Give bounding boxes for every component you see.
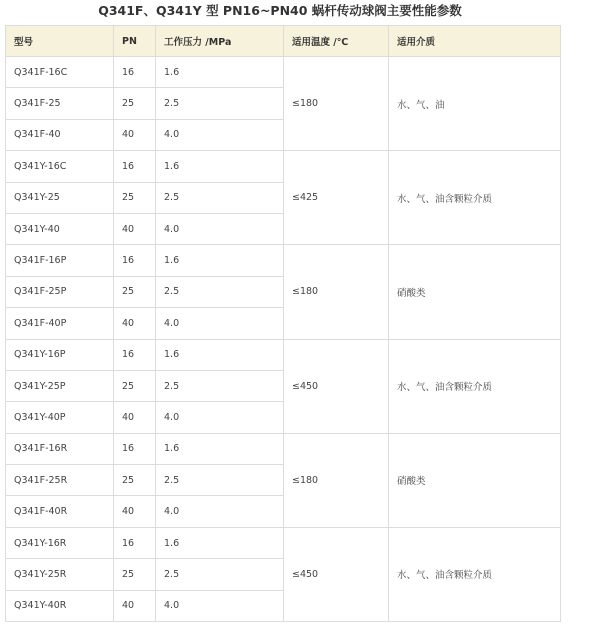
model-cell: Q341Y-25P [6,370,114,401]
pn-cell: 16 [114,339,156,370]
pressure-cell: 2.5 [156,370,284,401]
header-medium: 适用介质 [389,26,561,57]
header-pressure: 工作压力 /MPa [156,26,284,57]
pressure-cell: 1.6 [156,245,284,276]
pn-cell: 25 [114,276,156,307]
medium-cell: 水、气、油 [389,57,561,151]
model-cell: Q341F-40 [6,119,114,150]
medium-cell: 水、气、油含颗粒介质 [389,339,561,433]
pn-cell: 25 [114,88,156,119]
table-title: Q341F、Q341Y 型 PN16~PN40 蜗杆传动球阀主要性能参数 [98,3,462,18]
pn-cell: 40 [114,119,156,150]
table-row [6,433,561,464]
model-cell: Q341Y-40P [6,402,114,433]
temperature-cell: ≤450 [284,527,389,621]
pressure-cell: 2.5 [156,182,284,213]
pressure-cell: 1.6 [156,527,284,558]
pn-cell: 16 [114,433,156,464]
spec-table [5,25,561,622]
table-row [6,245,561,276]
temperature-cell: ≤180 [284,57,389,151]
pn-cell: 16 [114,151,156,182]
model-cell: Q341Y-25R [6,559,114,590]
model-cell: Q341F-40R [6,496,114,527]
table-body [6,57,561,622]
pressure-cell: 2.5 [156,276,284,307]
pn-cell: 25 [114,370,156,401]
model-cell: Q341F-40P [6,308,114,339]
pn-cell: 40 [114,213,156,244]
model-cell: Q341Y-16P [6,339,114,370]
medium-cell: 硝酸类 [389,245,561,339]
model-cell: Q341Y-40 [6,213,114,244]
model-cell: Q341Y-16C [6,151,114,182]
pn-cell: 25 [114,559,156,590]
medium-cell: 水、气、油含颗粒介质 [389,151,561,245]
model-cell: Q341F-16C [6,57,114,88]
pressure-cell: 2.5 [156,88,284,119]
temperature-cell: ≤180 [284,433,389,527]
temperature-cell: ≤180 [284,245,389,339]
pressure-cell: 4.0 [156,213,284,244]
pn-cell: 40 [114,496,156,527]
model-cell: Q341F-25 [6,88,114,119]
pn-cell: 25 [114,182,156,213]
pressure-cell: 2.5 [156,559,284,590]
table-row [6,527,561,558]
temperature-cell: ≤425 [284,151,389,245]
model-cell: Q341F-25P [6,276,114,307]
medium-cell: 硝酸类 [389,433,561,527]
pressure-cell: 1.6 [156,151,284,182]
pressure-cell: 2.5 [156,465,284,496]
pressure-cell: 4.0 [156,496,284,527]
header-row [6,26,561,57]
pressure-cell: 4.0 [156,590,284,621]
pressure-cell: 4.0 [156,119,284,150]
table-row [6,57,561,88]
pressure-cell: 1.6 [156,433,284,464]
model-cell: Q341Y-40R [6,590,114,621]
pn-cell: 25 [114,465,156,496]
temperature-cell: ≤450 [284,339,389,433]
medium-cell: 水、气、油含颗粒介质 [389,527,561,621]
pn-cell: 16 [114,57,156,88]
header-model: 型号 [6,26,114,57]
pn-cell: 40 [114,590,156,621]
pn-cell: 40 [114,308,156,339]
pressure-cell: 1.6 [156,339,284,370]
pn-cell: 16 [114,245,156,276]
table-row [6,339,561,370]
header-pn: PN [114,26,156,57]
model-cell: Q341Y-25 [6,182,114,213]
pn-cell: 40 [114,402,156,433]
model-cell: Q341F-25R [6,465,114,496]
pressure-cell: 4.0 [156,402,284,433]
header-temperature: 适用温度 /℃ [284,26,389,57]
model-cell: Q341F-16P [6,245,114,276]
table-row [6,151,561,182]
model-cell: Q341Y-16R [6,527,114,558]
pn-cell: 16 [114,527,156,558]
pressure-cell: 4.0 [156,308,284,339]
pressure-cell: 1.6 [156,57,284,88]
model-cell: Q341F-16R [6,433,114,464]
